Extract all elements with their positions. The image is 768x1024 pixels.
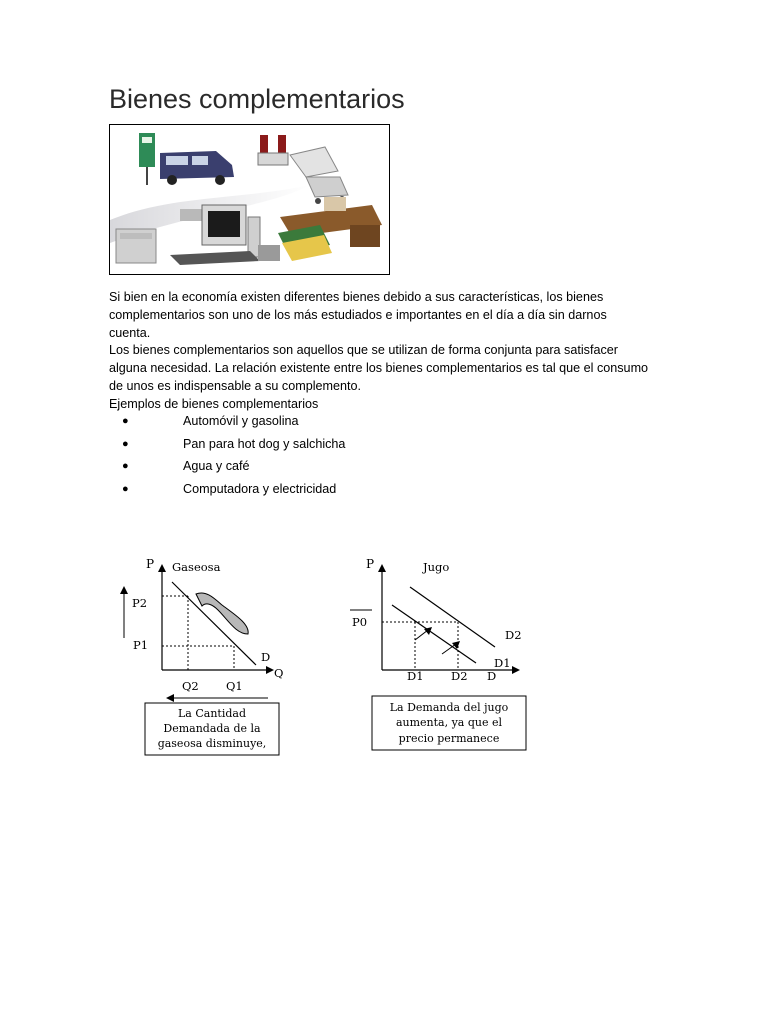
demand-curve-d1: [392, 605, 476, 663]
collage-illustration: [110, 125, 389, 274]
diagram-title: Jugo: [423, 560, 450, 574]
jugo-demand-diagram: [340, 550, 540, 760]
note-line-2: Demandada de la: [163, 722, 261, 735]
note-line-1: La Demanda del jugo: [389, 701, 509, 714]
note-line-2: aumenta, ya que el: [395, 716, 503, 729]
axis-d-label: D: [487, 669, 497, 683]
note-line-1: La Cantidad: [178, 707, 246, 720]
bullet-icon: ●: [122, 460, 129, 472]
shift-arrow-1: [415, 630, 428, 640]
axis-q-label: Q: [274, 666, 284, 680]
q1-label: Q1: [226, 679, 243, 693]
curve-d-label: D: [261, 650, 271, 664]
up-arrow-icon: [120, 586, 128, 594]
examples-heading: Ejemplos de bienes complementarios: [109, 397, 319, 411]
diagram-title: Gaseosa: [172, 560, 221, 574]
complementary-goods-image: [109, 124, 390, 275]
curve-d2-label: D2: [505, 628, 522, 642]
note-line-3: precio permanece: [398, 732, 500, 745]
price-axis-arrow-icon: [378, 564, 386, 572]
axis-p-label: P: [366, 557, 375, 571]
curve-d1-label: D1: [494, 656, 511, 670]
demand-curve-d2: [410, 587, 495, 647]
bullet-icon: ●: [122, 437, 129, 450]
shift-arrow-2: [442, 644, 456, 654]
q2-label: Q2: [182, 679, 199, 693]
definition-paragraph: Los bienes complementarios son aquellos que se utilizan de forma conjunta para satisfacer alguna necesidad. La relación existente entre los bienes complementarios es tal que el consumo de unos es indispensable a su complemento.: [109, 343, 649, 393]
axis-p-label: P: [146, 557, 155, 571]
note-line-3: gaseosa disminuye,: [157, 737, 267, 750]
p2-label: P2: [132, 596, 148, 610]
price-axis-arrow-icon: [158, 564, 166, 572]
gaseosa-demand-diagram: [110, 550, 310, 760]
bullet-icon: ●: [122, 482, 129, 495]
intro-paragraph: Si bien en la economía existen diferentes bienes debido a sus características, los bienes complementarios son uno de los más estudiados e importantes en el día a día sin darnos cuenta.: [109, 290, 607, 340]
quantity-axis-arrow-icon: [512, 666, 520, 674]
d1-axis-label: D1: [407, 669, 424, 683]
p0-label: P0: [352, 615, 368, 629]
p1-label: P1: [133, 638, 149, 652]
page-title: Bienes complementarios: [109, 84, 405, 114]
bullet-icon: ●: [122, 415, 129, 427]
left-arrow-icon: [166, 694, 174, 702]
d2-axis-label: D2: [451, 669, 468, 683]
quantity-axis-arrow-icon: [266, 666, 274, 674]
